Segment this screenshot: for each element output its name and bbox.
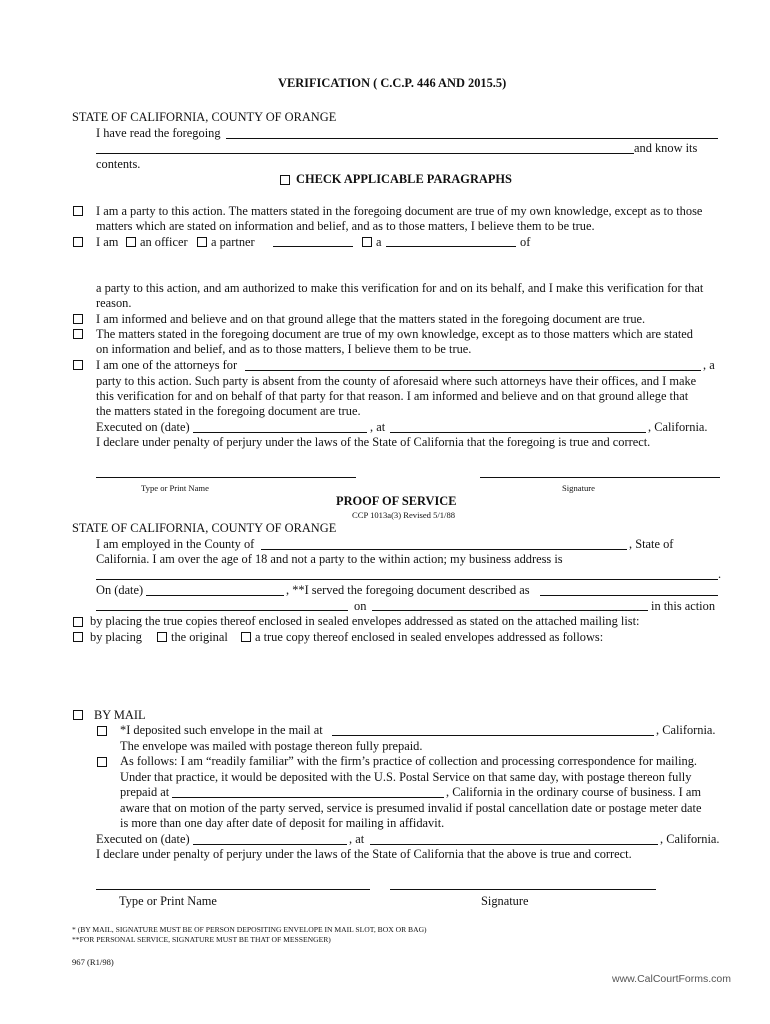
served-party-field[interactable] bbox=[372, 610, 648, 611]
comma-a-label: , a bbox=[703, 358, 715, 372]
other-role-checkbox[interactable] bbox=[362, 237, 372, 247]
form-title: VERIFICATION ( C.C.P. 446 AND 2015.5) bbox=[278, 76, 507, 90]
true-copy-label: a true copy thereof enclosed in sealed envelopes addressed as follows: bbox=[255, 630, 604, 644]
proof-executed-place-field[interactable] bbox=[370, 844, 658, 845]
signature-caption: Signature bbox=[562, 483, 595, 493]
readily-familiar-checkbox[interactable] bbox=[97, 757, 107, 767]
true-copy-checkbox[interactable] bbox=[241, 632, 251, 642]
check-applicable-checkbox[interactable] bbox=[280, 175, 290, 185]
own-knowledge-line2: on information and belief, and as to those matters, I believe them to be true. bbox=[96, 342, 472, 356]
partner-label: a partner bbox=[211, 235, 255, 249]
at-label: , at bbox=[370, 420, 386, 434]
ordinary-course-label: , California in the ordinary course of business. I am bbox=[446, 785, 701, 799]
aware-line2: is more than one day after date of deposit for mailing in affidavit. bbox=[120, 816, 445, 830]
prepaid-place-field[interactable] bbox=[172, 797, 444, 798]
proof-executed-date-field[interactable] bbox=[193, 844, 347, 845]
absent-paragraph-line2: this verification for and on behalf of that party for that reason. I am informed and believe and on that ground allege that bbox=[96, 389, 689, 403]
party-paragraph-line2: matters which are stated on information and belief, and as to those matters, I believe them to be true. bbox=[96, 219, 595, 233]
proof-print-name-field[interactable] bbox=[96, 889, 370, 890]
readily-familiar-line1: As follows: I am “readily familiar” with the firm’s practice of collection and processing correspondence for mailing. bbox=[120, 754, 697, 768]
proof-signature-caption: Signature bbox=[481, 894, 529, 908]
authorized-paragraph-line1: a party to this action, and am authorized to make this verification for and on its behalf, and I make this verification for that bbox=[96, 281, 704, 295]
own-knowledge-line1: The matters stated in the foregoing document are true of my own knowledge, except as to those matters which are stated bbox=[96, 327, 693, 341]
absent-paragraph-line1: party to this action. Such party is absent from the county of aforesaid where such attorneys have their offices, and I make bbox=[96, 374, 697, 388]
on-date-label: On (date) bbox=[96, 583, 144, 597]
proof-at-label: , at bbox=[349, 832, 365, 846]
informed-paragraph: I am informed and believe and on that ground allege that the matters stated in the foregoing document are true. bbox=[96, 312, 646, 326]
informed-checkbox[interactable] bbox=[73, 314, 83, 324]
footnote-personal-service: **FOR PERSONAL SERVICE, SIGNATURE MUST BE THAT OF MESSENGER) bbox=[72, 935, 331, 944]
partner-field[interactable] bbox=[273, 246, 353, 247]
attorneys-for-field[interactable] bbox=[245, 370, 701, 371]
signature-field[interactable] bbox=[480, 477, 720, 478]
document-name-field-line1[interactable] bbox=[226, 138, 718, 139]
aware-line1: aware that on motion of the party served, service is presumed invalid if postal cancellation date or postage meter date bbox=[120, 801, 702, 815]
party-checkbox[interactable] bbox=[73, 206, 83, 216]
original-checkbox[interactable] bbox=[157, 632, 167, 642]
prepaid-at-label: prepaid at bbox=[120, 785, 170, 799]
and-know-its-label: and know its bbox=[634, 141, 698, 155]
employment-county-field[interactable] bbox=[261, 549, 627, 550]
officer-checkbox[interactable] bbox=[126, 237, 136, 247]
of-label: of bbox=[520, 235, 531, 249]
on-label: on bbox=[354, 599, 367, 613]
original-label: the original bbox=[171, 630, 228, 644]
website-watermark: www.CalCourtForms.com bbox=[612, 973, 732, 985]
executed-date-field[interactable] bbox=[193, 432, 367, 433]
a-label: a bbox=[376, 235, 382, 249]
business-address-field[interactable] bbox=[96, 579, 718, 580]
proof-of-service-subtitle: CCP 1013a(3) Revised 5/1/88 bbox=[352, 510, 456, 520]
proof-type-print-name-caption: Type or Print Name bbox=[119, 894, 217, 908]
state-county-heading: STATE OF CALIFORNIA, COUNTY OF ORANGE bbox=[72, 110, 337, 124]
executed-place-field[interactable] bbox=[390, 432, 646, 433]
by-placing-checkbox[interactable] bbox=[73, 632, 83, 642]
employed-in-label: I am employed in the County of bbox=[96, 537, 255, 551]
proof-declare-statement: I declare under penalty of perjury under the laws of the State of California that the above is true and correct. bbox=[96, 847, 632, 861]
by-mail-label: BY MAIL bbox=[94, 708, 146, 722]
footnote-by-mail: * (BY MAIL, SIGNATURE MUST BE OF PERSON DEPOSITING ENVELOPE IN MAIL SLOT, BOX OR BAG) bbox=[72, 925, 427, 934]
in-this-action-label: in this action bbox=[651, 599, 716, 613]
other-role-field[interactable] bbox=[386, 246, 516, 247]
readily-familiar-line2: Under that practice, it would be deposited with the U.S. Postal Service on that same day, with postage thereon fully bbox=[120, 770, 692, 784]
proof-signature-field[interactable] bbox=[390, 889, 656, 890]
california-label: , California. bbox=[648, 420, 708, 434]
mailing-list-statement: by placing the true copies thereof enclosed in sealed envelopes addressed as stated on the attached mailing list: bbox=[90, 614, 640, 628]
attorneys-for-label: I am one of the attorneys for bbox=[96, 358, 238, 372]
own-knowledge-checkbox[interactable] bbox=[73, 329, 83, 339]
officer-label: an officer bbox=[140, 235, 188, 249]
document-described-field-2[interactable] bbox=[96, 610, 348, 611]
read-foregoing-label: I have read the foregoing bbox=[96, 126, 221, 140]
check-applicable-heading: CHECK APPLICABLE PARAGRAPHS bbox=[296, 172, 512, 186]
partner-checkbox[interactable] bbox=[197, 237, 207, 247]
authorized-paragraph-line2: reason. bbox=[96, 296, 132, 310]
party-paragraph-line1: I am a party to this action. The matters stated in the foregoing document are true of my own knowledge, except as to those bbox=[96, 204, 703, 218]
deposit-place-field[interactable] bbox=[332, 735, 654, 736]
contents-label: contents. bbox=[96, 157, 141, 171]
deposited-label: *I deposited such envelope in the mail at bbox=[120, 723, 323, 737]
executed-on-label: Executed on (date) bbox=[96, 420, 190, 434]
by-mail-checkbox[interactable] bbox=[73, 710, 83, 720]
proof-of-service-title: PROOF OF SERVICE bbox=[336, 494, 457, 508]
deposited-checkbox[interactable] bbox=[97, 726, 107, 736]
declare-statement: I declare under penalty of perjury under the laws of the State of California that the foregoing is true and correct. bbox=[96, 435, 651, 449]
served-label: , **I served the foregoing document described as bbox=[286, 583, 530, 597]
proof-executed-on-label: Executed on (date) bbox=[96, 832, 190, 846]
type-print-name-caption: Type or Print Name bbox=[141, 483, 209, 493]
state-of-label: , State of bbox=[629, 537, 674, 551]
absent-paragraph-line3: the matters stated in the foregoing document are true. bbox=[96, 404, 361, 418]
i-am-label: I am bbox=[96, 235, 119, 249]
deposit-california-label: , California. bbox=[656, 723, 716, 737]
service-date-field[interactable] bbox=[146, 595, 284, 596]
i-am-checkbox[interactable] bbox=[73, 237, 83, 247]
mailing-list-checkbox[interactable] bbox=[73, 617, 83, 627]
proof-california-label: , California. bbox=[660, 832, 720, 846]
print-name-field[interactable] bbox=[96, 477, 356, 478]
address-period: . bbox=[718, 567, 722, 581]
envelope-mailed-statement: The envelope was mailed with postage thereon fully prepaid. bbox=[120, 739, 423, 753]
proof-state-county-heading: STATE OF CALIFORNIA, COUNTY OF ORANGE bbox=[72, 521, 337, 535]
document-name-field-line2[interactable] bbox=[96, 153, 634, 154]
by-placing-label: by placing bbox=[90, 630, 142, 644]
age-statement: California. I am over the age of 18 and not a party to the within action; my business address is bbox=[96, 552, 563, 566]
form-number: 967 (R1/98) bbox=[72, 957, 114, 967]
document-described-field[interactable] bbox=[540, 595, 718, 596]
attorney-checkbox[interactable] bbox=[73, 360, 83, 370]
